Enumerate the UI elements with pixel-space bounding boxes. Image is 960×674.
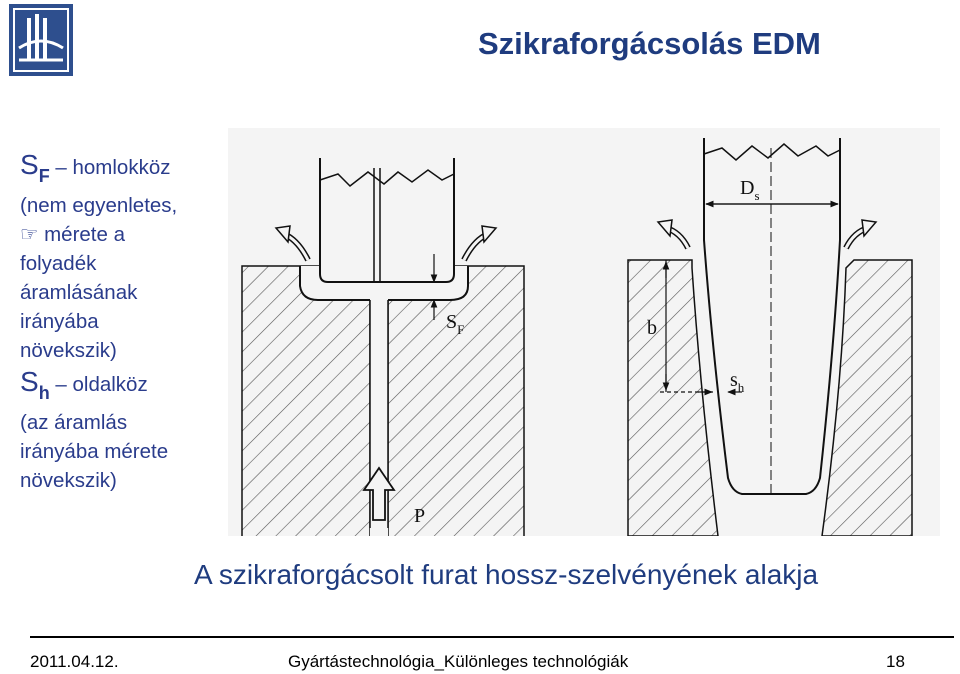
frontal-gap-line: (nem egyenletes, [20,194,178,217]
frontal-gap-symbol: $S_F$ [20,149,50,186]
frontal-gap-line: mérete a [44,223,125,246]
diameter-label: $D_s$ [740,177,760,203]
slide-title: Szikraforgácsolás EDM [478,26,821,61]
frontal-gap-line: áramlásának [20,281,138,304]
workpiece-right-half [388,266,524,536]
footer-course-title: Gyártástechnológia_Különleges technológiák [288,652,629,671]
footer-page-number: 18 [886,652,905,671]
frontal-gap-definition [20,150,225,365]
frontal-gap-label: $S_F$ [446,311,465,337]
depth-label: b [647,317,657,339]
pressure-label: P [414,505,426,527]
side-gap-symbol: $S_h$ [20,366,50,403]
frontal-gap-line: irányába [20,310,99,333]
frontal-gap-line: növekszik) [20,339,117,362]
frontal-gap-line: folyadék [20,252,97,275]
frontal-gap-term: – homlokköz [55,156,171,179]
side-gap-label: $s_h$ [730,369,745,395]
side-gap-line: (az áramlás [20,411,128,434]
pointing-hand-icon: ☞ [20,223,39,246]
edm-gap-diagram [228,128,940,536]
footer-divider [30,636,954,638]
figure-caption: A szikraforgácsolt furat hossz-szelvényének alakja [194,559,819,590]
side-gap-term: – oldalköz [55,373,148,396]
side-gap-definition [20,367,225,495]
definition-list [20,150,225,497]
side-gap-line: növekszik) [20,469,117,492]
side-gap-line: irányába mérete [20,440,169,463]
footer-date: 2011.04.12. [30,652,119,671]
workpiece-left-half [242,266,370,536]
electrode-right [704,138,840,494]
institution-logo [9,4,73,76]
